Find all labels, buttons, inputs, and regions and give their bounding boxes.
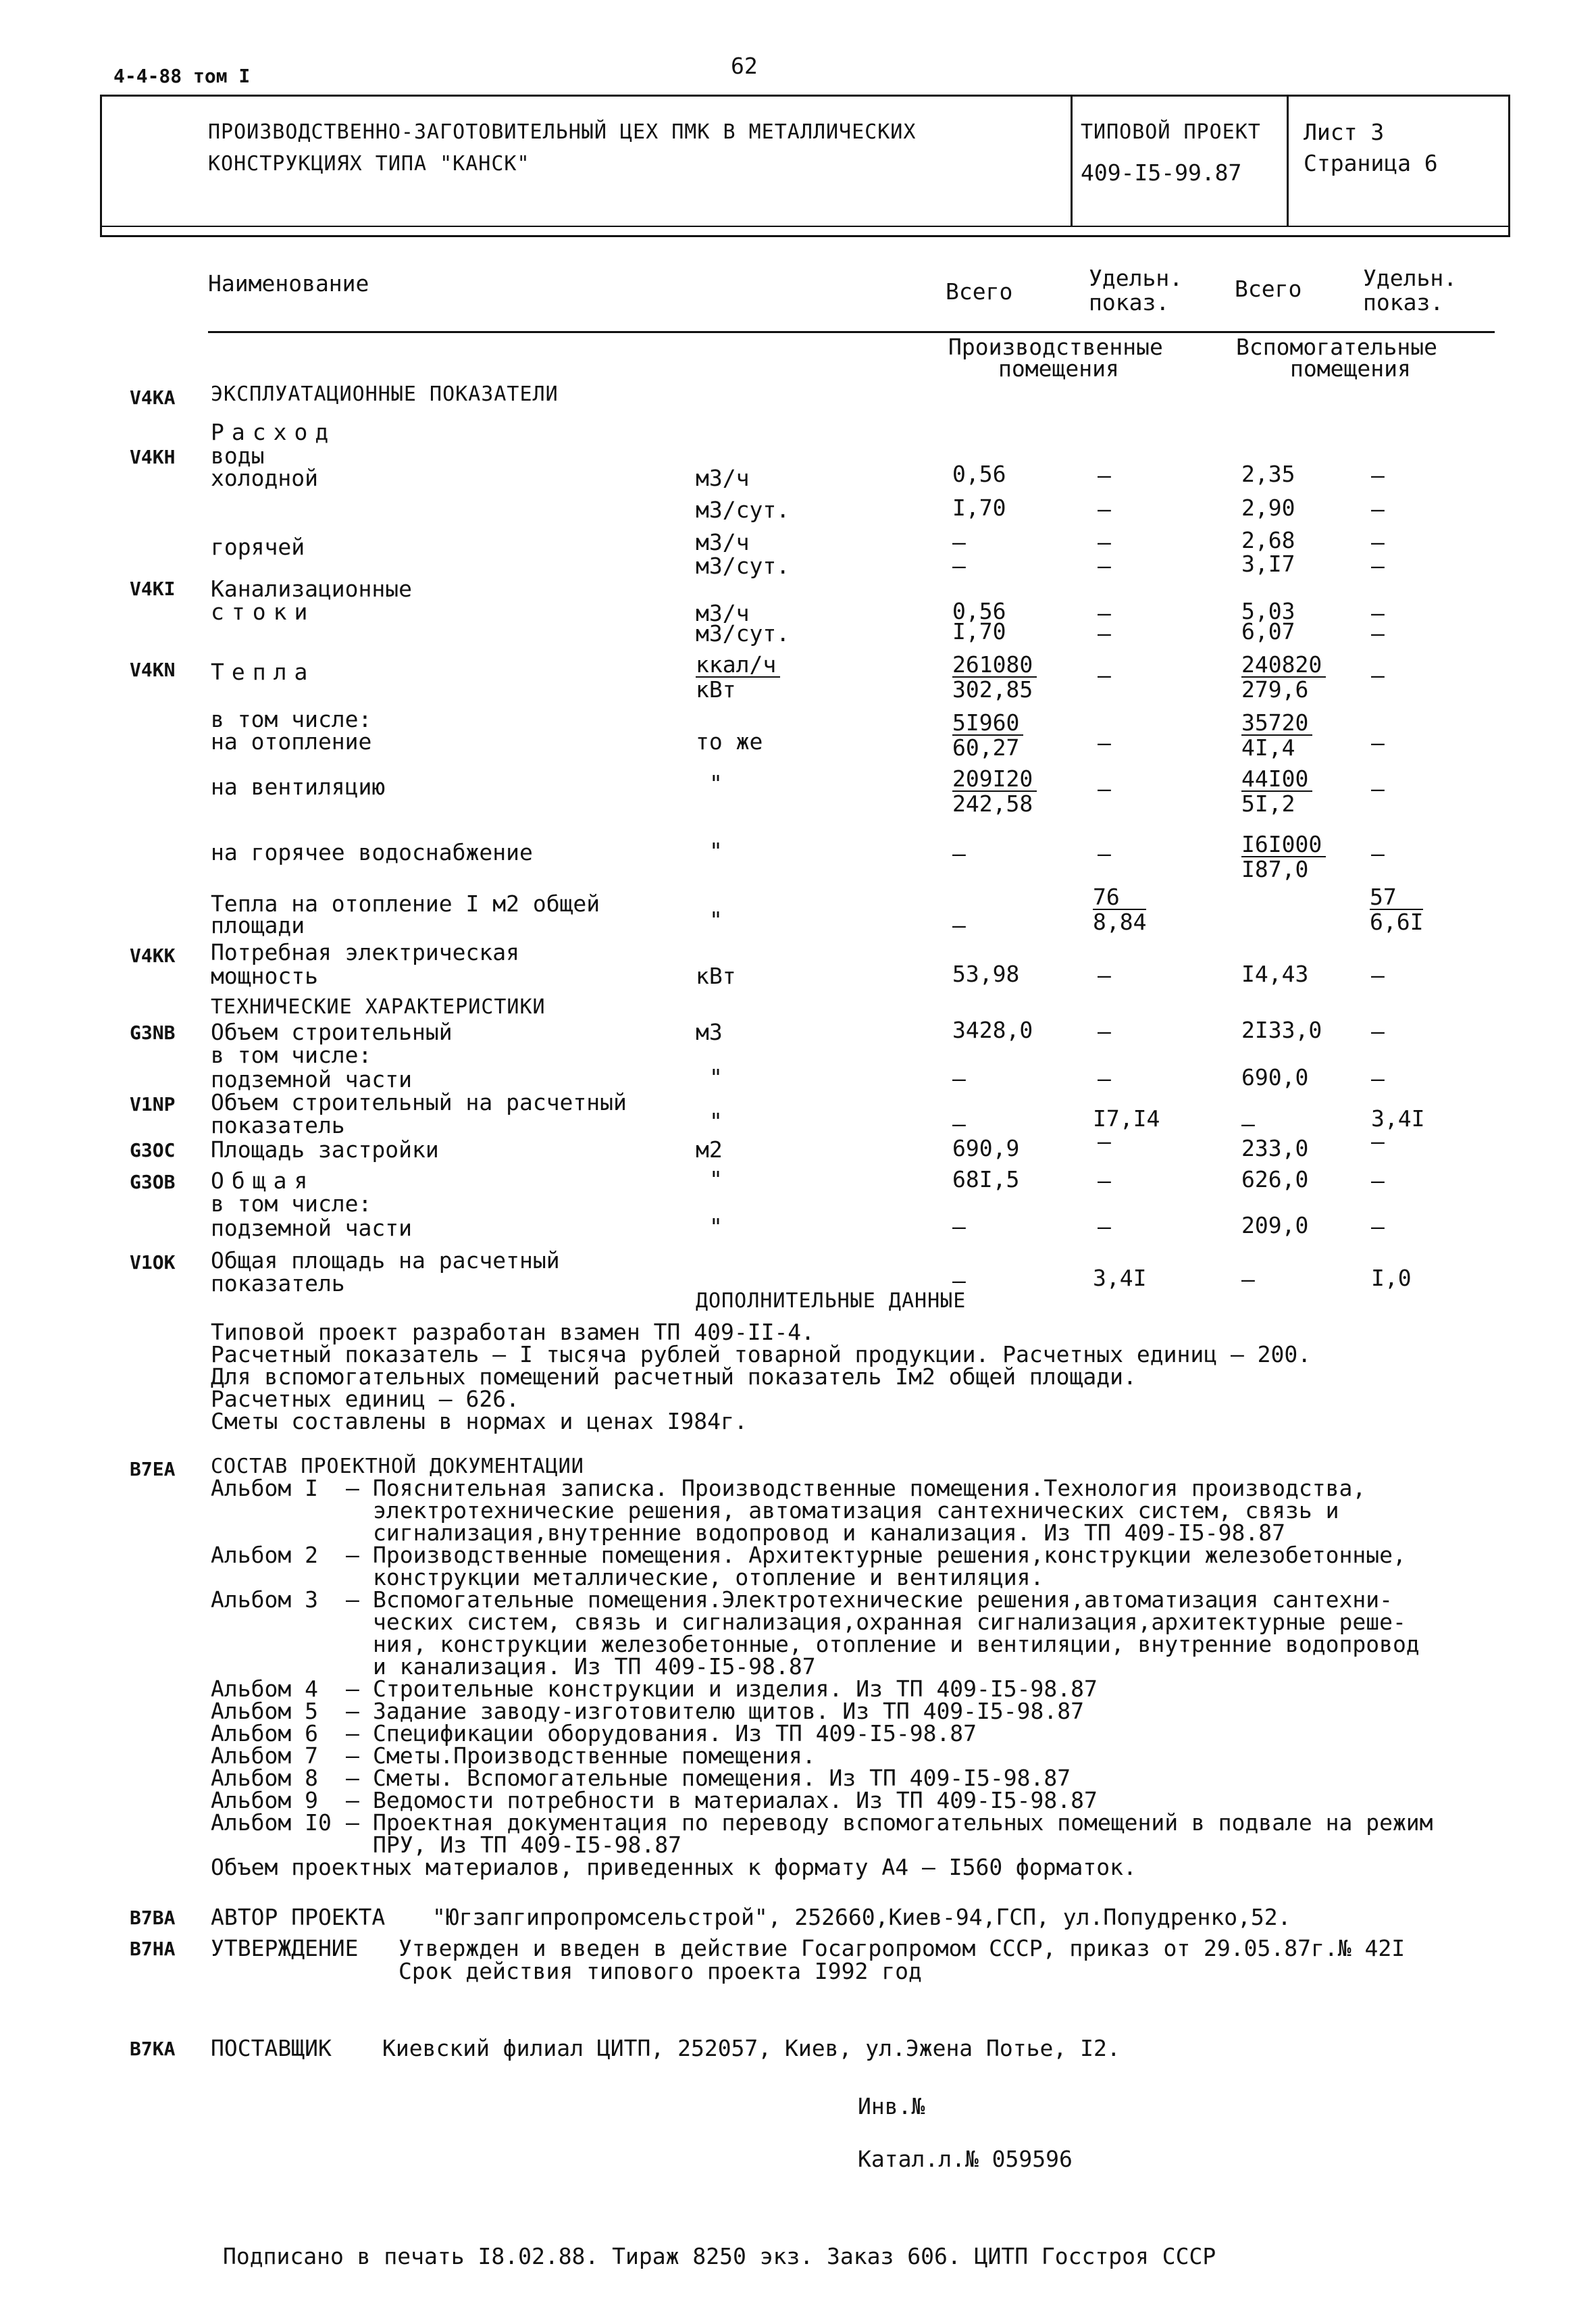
value: – — [1371, 1128, 1385, 1155]
value-fraction — [952, 767, 1037, 815]
code-b7ha: B7HA — [130, 1938, 176, 1960]
value: – — [1098, 776, 1111, 802]
album-line: электротехнические решения, автоматизация сантехнических систем, связь и — [373, 1497, 1339, 1524]
ditto-mark: " — [709, 907, 723, 933]
numerator: 261080 — [952, 653, 1037, 678]
code-v1np: V1NP — [130, 1093, 176, 1115]
album-label: Альбом 4 — [211, 1676, 318, 1702]
value: – — [1371, 529, 1385, 555]
code-v1ok: V1OK — [130, 1251, 176, 1274]
value: – — [1371, 840, 1385, 867]
code-g3ob: G3OB — [130, 1171, 176, 1193]
approval-line2: Срок действия типового проекта I992 год — [398, 1958, 922, 1984]
album-label: Альбом 2 — [211, 1542, 318, 1568]
value: – — [1371, 730, 1385, 756]
album-line: и канализация. Из ТП 409-I5-98.87 — [373, 1653, 816, 1680]
unit-fraction — [696, 653, 780, 701]
col-header-total1: Всего — [946, 278, 1013, 305]
value: – — [1098, 1167, 1111, 1194]
value: 68I,5 — [952, 1166, 1020, 1192]
ditto-mark: " — [709, 1166, 723, 1192]
frame-bottom — [100, 235, 1510, 237]
album-line: ния, конструкции железобетонные, отопление и вентиляции, внутренние водопровод — [373, 1631, 1420, 1657]
note-line: Типовой проект разработан взамен ТП 409-II-4. — [211, 1319, 815, 1345]
frame-top — [100, 95, 1509, 97]
denominator: 8,84 — [1093, 909, 1147, 935]
album-label: Альбом 7 — [211, 1742, 318, 1769]
frame-left — [100, 95, 102, 236]
value: – — [1098, 620, 1111, 647]
value-fraction — [1241, 711, 1312, 759]
numerator: 44I00 — [1241, 767, 1312, 792]
label-stoki: стоки — [211, 599, 315, 625]
value: 233,0 — [1241, 1135, 1309, 1161]
value: – — [952, 553, 966, 579]
denominator: 5I,2 — [1241, 790, 1295, 817]
col-header-spec1-l1: Удельн. — [1089, 265, 1183, 291]
album-line: конструкции металлические, отопление и вентиляция. — [373, 1564, 1044, 1590]
label-vtom: в том числе: — [211, 706, 372, 732]
album-text — [373, 1811, 1433, 1856]
album-line: Производственные помещения. Архитектурные решения,конструкции железобетонные, — [373, 1542, 1406, 1568]
value-fraction — [952, 653, 1037, 701]
label-obshaya: Общая — [211, 1167, 315, 1194]
table-header-rule — [208, 331, 1495, 333]
approval-label: УТВЕРЖДЕНИЕ — [211, 1935, 359, 1961]
value: – — [1098, 730, 1111, 756]
group-header-2-l1: Вспомогательные — [1236, 334, 1438, 360]
project-code: 409-I5-99.87 — [1081, 159, 1242, 186]
label-el-l2: мощность — [211, 963, 318, 989]
note-line: Для вспомогательных помещений расчетный показатель Iм2 общей площади. — [211, 1363, 1137, 1390]
value: – — [952, 1111, 966, 1137]
label-otopl: на отопление — [211, 728, 372, 755]
value: 209,0 — [1241, 1212, 1309, 1238]
group-header-2-l2: помещения — [1290, 355, 1411, 382]
value: 626,0 — [1241, 1166, 1309, 1192]
notes-block — [211, 1321, 1311, 1432]
group-header-1-l1: Производственные — [948, 334, 1163, 360]
label-obem-rp-l2: показатель — [211, 1112, 345, 1138]
frame-inner-line — [100, 226, 1510, 227]
value-fraction — [1241, 653, 1326, 701]
label-vent: на вентиляцию — [211, 774, 386, 800]
code-v4ki: V4KI — [130, 578, 176, 600]
value: – — [1098, 462, 1111, 488]
code-v4kk: V4KK — [130, 945, 176, 967]
album-item: Альбом 6 – Спецификации оборудования. Из ТП 409-I5-98.87 — [211, 1720, 977, 1746]
numerator: 76 — [1093, 885, 1146, 910]
label-obsh-rp-l2: показатель — [211, 1270, 345, 1297]
denominator: 242,58 — [952, 790, 1033, 817]
value: – — [952, 529, 966, 555]
album-item: Альбом 2 – Производственные помещения. Архитектурные решения,конструкции железобетонные, конструкции металлические, отопление и вентиляция. — [211, 1542, 1406, 1590]
col-header-spec2-l1: Удельн. — [1363, 265, 1458, 291]
author-label: АВТОР ПРОЕКТА — [211, 1904, 386, 1930]
label-gvs: на горячее водоснабжение — [211, 839, 533, 865]
value: – — [952, 912, 966, 938]
series-label: 4-4-88 том I — [113, 65, 251, 87]
value: – — [1371, 620, 1385, 647]
value: 690,9 — [952, 1135, 1020, 1161]
footer-imprint: Подписано в печать I8.02.88. Тираж 8250 экз. Заказ 606. ЦИТП Госстроя СССР — [223, 2243, 1216, 2269]
value: – — [952, 1267, 966, 1294]
denominator: I87,0 — [1241, 856, 1309, 882]
denominator: 6,6I — [1370, 909, 1424, 935]
value: – — [1241, 1266, 1255, 1292]
label-obem-rp-l1: Объем строительный на расчетный — [211, 1089, 627, 1115]
value: – — [1098, 662, 1111, 688]
label-obsh-rp-l1: Общая площадь на расчетный — [211, 1247, 560, 1274]
value: 2,90 — [1241, 495, 1295, 521]
label-teplo1m2-l1: Тепла на отопление I м2 общей — [211, 890, 600, 917]
album-line: сигнализация,внутренние водопровод и канализация. Из ТП 409-I5-98.87 — [373, 1519, 1286, 1546]
label-kanal: Канализационные — [211, 576, 413, 602]
album-line: Проектная документация по переводу вспомогательных помещений в подвале на режим — [373, 1809, 1433, 1836]
value-fraction — [1370, 885, 1423, 934]
code-g3oc: G3OC — [130, 1139, 176, 1161]
album-line: Строительные конструкции и изделия. Из ТП 409-I5-98.87 — [373, 1676, 1098, 1702]
ditto-mark: " — [709, 1108, 723, 1134]
value: – — [1371, 462, 1385, 488]
value: – — [952, 1213, 966, 1240]
label-pl-zastr: Площадь застройки — [211, 1136, 439, 1163]
unit: м3/сут. — [696, 497, 790, 523]
value-fraction — [1241, 832, 1326, 881]
numerator: 35720 — [1241, 711, 1312, 736]
value: 53,98 — [952, 961, 1020, 987]
album-line: Сметы. Вспомогательные помещения. Из ТП 409-I5-98.87 — [373, 1765, 1071, 1791]
album-label: Альбом 5 — [211, 1698, 318, 1724]
album-line: Ведомости потребности в материалах. Из ТП 409-I5-98.87 — [373, 1787, 1098, 1813]
value: – — [1098, 600, 1111, 626]
label-tepla: Тепла — [211, 659, 315, 685]
page-number: 62 — [731, 53, 758, 79]
value: – — [1098, 529, 1111, 555]
label-rashod: Расход — [211, 419, 336, 445]
unit: то же — [696, 728, 763, 755]
unit: м3/сут. — [696, 553, 790, 579]
album-text — [373, 1544, 1406, 1588]
section-additional: ДОПОЛНИТЕЛЬНЫЕ ДАННЫЕ — [696, 1289, 967, 1313]
value: – — [952, 1065, 966, 1092]
numerator: ккал/ч — [696, 653, 780, 678]
unit: м2 — [696, 1136, 723, 1163]
album-text — [373, 1477, 1366, 1544]
note-line: Расчетный показатель – I тысяча рублей товарной продукции. Расчетных единиц – 200. — [211, 1341, 1312, 1367]
album-item: Альбом 8 – Сметы. Вспомогательные помещения. Из ТП 409-I5-98.87 — [211, 1765, 1071, 1791]
project-label: ТИПОВОЙ ПРОЕКТ — [1081, 120, 1261, 144]
value: – — [1098, 1065, 1111, 1092]
denominator: 4I,4 — [1241, 734, 1295, 761]
value: – — [1371, 962, 1385, 988]
value-fraction — [952, 711, 1023, 759]
value: – — [1371, 1167, 1385, 1194]
numerator: 5I960 — [952, 711, 1023, 736]
label-vtom: в том числе: — [211, 1190, 372, 1217]
value: 3428,0 — [952, 1017, 1033, 1043]
label-podzem2: подземной части — [211, 1215, 413, 1241]
album-line: Задание заводу-изготовителю щитов. Из ТП 409-I5-98.87 — [373, 1698, 1084, 1724]
frame-divider-1 — [1071, 95, 1073, 227]
col-header-spec1-l2: показ. — [1089, 289, 1170, 316]
unit: м3 — [696, 1019, 723, 1045]
album-item: Альбом 4 – Строительные конструкции и изделия. Из ТП 409-I5-98.87 — [211, 1676, 1098, 1702]
unit: м3/сут. — [696, 620, 790, 647]
value: 5,03 — [1241, 598, 1295, 624]
value: 6,07 — [1241, 618, 1295, 645]
album-label: Альбом I — [211, 1475, 318, 1501]
ditto-mark: " — [709, 838, 723, 864]
value: 3,4I — [1093, 1265, 1147, 1291]
album-line: Сметы.Производственные помещения. — [373, 1742, 816, 1769]
value: – — [1098, 1128, 1111, 1155]
label-el-l1: Потребная электрическая — [211, 939, 519, 965]
value: – — [1098, 1213, 1111, 1240]
group-header-1-l2: помещения — [998, 355, 1119, 382]
denominator: кВт — [696, 676, 736, 703]
value: – — [1371, 1065, 1385, 1092]
numerator: 240820 — [1241, 653, 1326, 678]
value: I,0 — [1371, 1265, 1412, 1291]
value: 2,35 — [1241, 461, 1295, 487]
album-label: Альбом 9 — [211, 1787, 318, 1813]
album-item: Альбом 9 – Ведомости потребности в материалах. Из ТП 409-I5-98.87 — [211, 1787, 1098, 1813]
album-label: Альбом 8 — [211, 1765, 318, 1791]
album-line: Пояснительная записка. Производственные помещения.Технология производства, — [373, 1475, 1366, 1501]
ditto-mark: " — [709, 770, 723, 797]
code-v4ka: V4KA — [130, 386, 176, 409]
denominator: 302,85 — [952, 676, 1033, 703]
album-item: Альбом 3 – Вспомогательные помещения.Электротехнические решения,автоматизация сантехни- ческих систем, связь и сигнализация,охранная сигнализация,архитектурные реше- ния, конструкции железобетонные, отопление и вентиляции, внутренние водопровод и канализация. Из ТП 409-I5-98.87 — [211, 1586, 1420, 1680]
note-line: Расчетных единиц – 626. — [211, 1386, 519, 1412]
value: 2I33,0 — [1241, 1017, 1322, 1043]
volume-line: Объем проектных материалов, приведенных к формату А4 – I560 форматок. — [211, 1854, 1137, 1880]
value: 3,I7 — [1241, 551, 1295, 577]
sheet-number: Лист 3 — [1304, 119, 1385, 145]
value: – — [1098, 1018, 1111, 1045]
value: 3,4I — [1371, 1105, 1425, 1132]
value: – — [1371, 496, 1385, 522]
value: I,70 — [952, 618, 1006, 645]
value: – — [1371, 662, 1385, 688]
doc-title-line2: КОНСТРУКЦИЯХ ТИПА "КАНСК" — [208, 152, 530, 176]
value-fraction — [1241, 767, 1312, 815]
code-v4kh: V4KH — [130, 446, 176, 468]
value: 0,56 — [952, 598, 1006, 624]
col-header-name: Наименование — [208, 270, 369, 297]
approval-line1: Утвержден и введен в действие Госагропромом СССР, приказ от 29.05.87г.№ 42I — [398, 1935, 1406, 1961]
unit: кВт — [696, 963, 736, 989]
album-label: Альбом 3 — [211, 1586, 318, 1613]
album-text — [373, 1588, 1420, 1678]
label-obem: Объем строительный — [211, 1019, 453, 1045]
numerator: 209I20 — [952, 767, 1037, 792]
album-item: Альбом I0 – Проектная документация по переводу вспомогательных помещений в подвале на режим ПРУ, Из ТП 409-I5-98.87 — [211, 1809, 1433, 1858]
label-vtom: в том числе: — [211, 1042, 372, 1068]
album-item: Альбом 5 – Задание заводу-изготовителю щитов. Из ТП 409-I5-98.87 — [211, 1698, 1084, 1724]
value: – — [952, 840, 966, 867]
value: – — [1371, 600, 1385, 626]
album-line: Спецификации оборудования. Из ТП 409-I5-98.87 — [373, 1720, 977, 1746]
value: – — [1371, 1213, 1385, 1240]
code-b7ea: B7EA — [130, 1458, 176, 1480]
value: I7,I4 — [1093, 1105, 1160, 1132]
frame-divider-2 — [1287, 95, 1289, 227]
unit: м3/ч — [696, 465, 750, 491]
col-header-spec2-l2: показ. — [1363, 289, 1444, 316]
label-teplo1m2-l2: площади — [211, 912, 305, 938]
note-line: Сметы составлены в нормах и ценах I984г. — [211, 1408, 748, 1434]
supplier-text: Киевский филиал ЦИТП, 252057, Киев, ул.Эжена Потье, I2. — [382, 2035, 1121, 2061]
catalog-number: Катал.л.№ 059596 — [858, 2146, 1073, 2172]
value: I4,43 — [1241, 961, 1309, 987]
value: – — [1098, 496, 1111, 522]
unit: м3/ч — [696, 529, 750, 555]
value: – — [1241, 1111, 1255, 1137]
section-composition: СОСТАВ ПРОЕКТНОЙ ДОКУМЕНТАЦИИ — [211, 1455, 584, 1478]
album-item: Альбом 7 – Сметы.Производственные помещения. — [211, 1742, 816, 1769]
ditto-mark: " — [709, 1064, 723, 1090]
page-label: Страница 6 — [1304, 150, 1438, 176]
value: – — [1371, 776, 1385, 802]
label-goryachey: горячей — [211, 534, 305, 560]
value: – — [1098, 553, 1111, 579]
ditto-mark: " — [709, 1213, 723, 1240]
value: – — [1098, 840, 1111, 867]
denominator: 60,27 — [952, 734, 1020, 761]
supplier-label: ПОСТАВЩИК — [211, 2035, 332, 2061]
label-podzem: подземной части — [211, 1066, 413, 1092]
unit: м3/ч — [696, 600, 750, 626]
value: – — [1371, 1018, 1385, 1045]
value: 0,56 — [952, 461, 1006, 487]
section-tech: ТЕХНИЧЕСКИЕ ХАРАКТЕРИСТИКИ — [211, 995, 546, 1019]
album-line: Вспомогательные помещения.Электротехнические решения,автоматизация сантехни- — [373, 1586, 1393, 1613]
code-g3nb: G3NB — [130, 1022, 176, 1044]
album-line: ПРУ, Из ТП 409-I5-98.87 — [373, 1832, 681, 1858]
value: 2,68 — [1241, 527, 1295, 553]
value: 690,0 — [1241, 1064, 1309, 1090]
value: – — [1371, 553, 1385, 579]
denominator: 279,6 — [1241, 676, 1309, 703]
section-exploitation: ЭКСПЛУАТАЦИОННЫЕ ПОКАЗАТЕЛИ — [211, 382, 559, 406]
album-label: Альбом 6 — [211, 1720, 318, 1746]
album-line: ческих систем, связь и сигнализация,охранная сигнализация,архитектурные реше- — [373, 1609, 1406, 1635]
numerator: I6I000 — [1241, 832, 1326, 857]
label-holodnoy: холодной — [211, 465, 318, 491]
album-list — [211, 1477, 1433, 1878]
col-header-total2: Всего — [1235, 276, 1302, 302]
value-fraction — [1093, 885, 1146, 934]
value: I,70 — [952, 495, 1006, 521]
code-v4kn: V4KN — [130, 659, 176, 681]
frame-right — [1508, 95, 1510, 236]
author-text: "Югзапгипропромсельстрой", 252660,Киев-94,ГСП, ул.Попудренко,52. — [432, 1904, 1291, 1930]
numerator: 57 — [1370, 885, 1423, 910]
code-b7ba: B7BA — [130, 1907, 176, 1929]
code-b7ka: B7KA — [130, 2038, 176, 2060]
label-vody: воды — [211, 443, 265, 469]
doc-title-line1: ПРОИЗВОДСТВЕННО-ЗАГОТОВИТЕЛЬНЫЙ ЦЕХ ПМК В МЕТАЛЛИЧЕСКИХ — [208, 120, 917, 144]
album-label: Альбом I0 — [211, 1809, 332, 1836]
album-item: Альбом I – Пояснительная записка. Производственные помещения.Технология производства, электротехнические решения, автоматизация сантехнических систем, связь и сигнализация,внутренние водопровод и канализация. Из ТП 409-I5-98.87 — [211, 1475, 1366, 1546]
value: – — [1098, 962, 1111, 988]
inventory-number: Инв.№ — [858, 2093, 925, 2119]
